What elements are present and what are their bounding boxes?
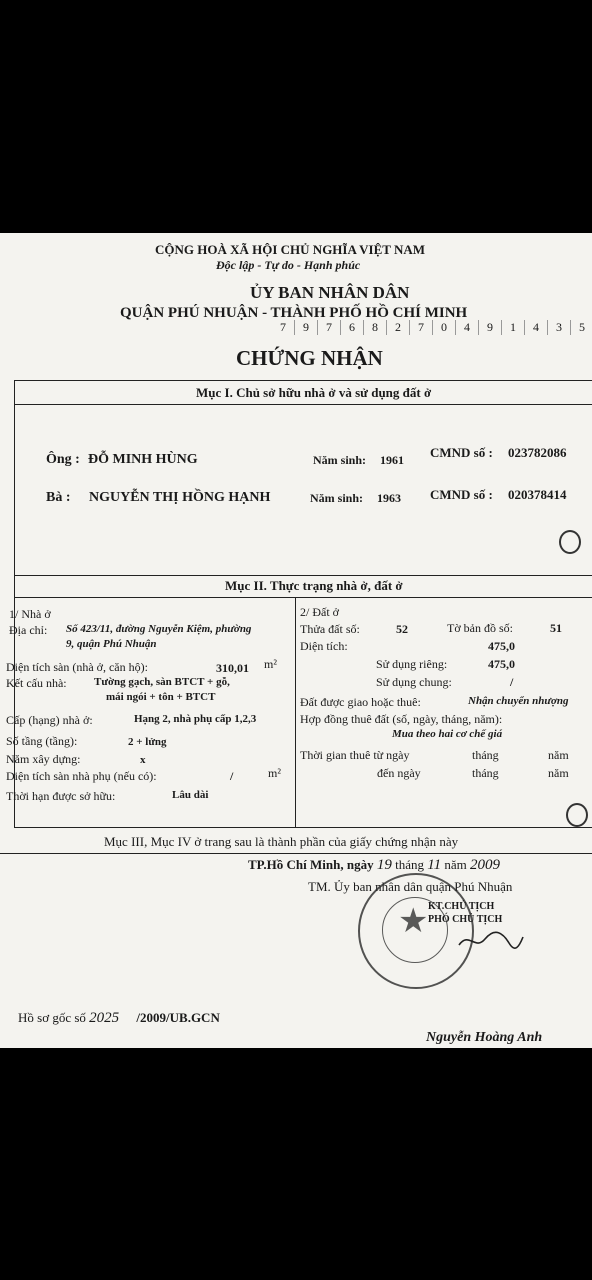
house-address-line2: 9, quận Phú Nhuận xyxy=(66,638,157,650)
signer-name: Nguyễn Hoàng Anh xyxy=(426,1030,543,1045)
vice-chairman-label: PHÓ CHỦ TỊCH xyxy=(428,914,503,925)
owner-1-prefix: Ông : xyxy=(46,452,80,467)
owner-2-name: NGUYỄN THỊ HỒNG HẠNH xyxy=(89,490,271,505)
kt-chairman-label: KT.CHỦ TỊCH xyxy=(428,901,495,912)
stamp-hole-mark xyxy=(559,530,581,554)
year-built-value: x xyxy=(140,754,146,766)
official-seal: ★ xyxy=(358,873,474,989)
lease-from-label: Thời gian thuê từ ngày xyxy=(300,748,410,762)
shared-use-value: / xyxy=(510,675,514,689)
house-address-label: Địa chỉ: xyxy=(9,623,48,637)
map-sheet-value: 51 xyxy=(550,621,562,635)
land-area-label: Diện tích: xyxy=(300,639,348,653)
signing-authority: TM. Ủy ban nhân dân quận Phú Nhuận xyxy=(308,879,513,894)
floors-label: Số tầng (tầng): xyxy=(6,734,78,748)
private-use-value: 475,0 xyxy=(488,657,515,671)
district-heading: QUẬN PHÚ NHUẬN - THÀNH PHỐ HỒ CHÍ MINH xyxy=(120,305,468,321)
column-divider xyxy=(295,597,296,827)
structure-line2: mái ngói + tôn + BTCT xyxy=(106,691,216,703)
structure-label: Kết cấu nhà: xyxy=(6,676,67,690)
floor-area-value: 310,01 xyxy=(216,661,249,675)
ownership-term-label: Thời hạn được sở hữu: xyxy=(6,789,116,803)
house-title: 1/ Nhà ở xyxy=(9,607,51,621)
house-address-line1: Số 423/11, đường Nguyễn Kiệm, phường xyxy=(66,623,252,635)
ownership-term-value: Lâu dài xyxy=(172,789,209,801)
structure-line1: Tường gạch, sàn BTCT + gỗ, xyxy=(94,676,230,688)
lease-contract-label: Hợp đồng thuê đất (số, ngày, tháng, năm): xyxy=(300,712,503,726)
owner-2-prefix: Bà : xyxy=(46,490,71,505)
serial-number: 7 9 7 6 8 2 7 0 4 9 1 4 3 5 xyxy=(272,318,592,336)
owner-1-id-label: CMND số : xyxy=(430,445,493,460)
signature-date: TP.Hồ Chí Minh, ngày 19 tháng 11 năm 2009 xyxy=(248,857,501,873)
allocation-value: Nhận chuyển nhượng xyxy=(468,695,569,707)
owner-1-birth-year: 1961 xyxy=(380,453,404,467)
lease-from-month-label: tháng xyxy=(472,748,499,762)
land-area-value: 475,0 xyxy=(488,639,515,653)
aux-area-value: / xyxy=(230,769,234,783)
floor-area-label: Diện tích sàn (nhà ở, căn hộ): xyxy=(6,660,148,674)
section1-heading: Mục I. Chủ sở hữu nhà ở và sử dụng đất ở xyxy=(196,385,432,400)
committee-heading: ỦY BAN NHÂN DÂN xyxy=(250,283,410,302)
year-built-label: Năm xây dựng: xyxy=(6,752,81,766)
lease-contract-value: Mua theo hai cơ chế giá xyxy=(392,728,503,740)
aux-area-unit: m² xyxy=(268,766,281,780)
plot-label: Thửa đất số: xyxy=(300,622,360,636)
owner-2-birth-label: Năm sinh: xyxy=(310,491,364,505)
republic-heading: CỘNG HOÀ XÃ HỘI CHỦ NGHĨA VIỆT NAM xyxy=(155,242,426,257)
owner-1-birth-label: Năm sinh: xyxy=(313,453,367,467)
file-number: Hồ sơ gốc số 2025 /2009/UB.GCN xyxy=(18,1010,220,1026)
owner-2-id-label: CMND số : xyxy=(430,487,493,502)
allocation-label: Đất được giao hoặc thuê: xyxy=(300,695,421,709)
floors-value: 2 + lửng xyxy=(128,736,167,748)
document-title: CHỨNG NHẬN xyxy=(236,346,383,370)
stamp-hole-mark xyxy=(566,803,588,827)
lease-to-label: đến ngày xyxy=(377,766,421,780)
land-title: 2/ Đất ở xyxy=(300,605,340,619)
lease-to-month-label: tháng xyxy=(472,766,499,780)
divider xyxy=(14,575,592,576)
owner-2-birth-year: 1963 xyxy=(377,491,401,505)
divider xyxy=(14,597,592,598)
handwritten-signature xyxy=(455,929,525,953)
owner-2-id: 020378414 xyxy=(508,487,567,502)
owner-1-id: 023782086 xyxy=(508,445,567,460)
divider xyxy=(0,853,592,854)
plot-value: 52 xyxy=(396,622,408,636)
divider xyxy=(14,404,592,405)
section3-note: Mục III, Mục IV ở trang sau là thành phần của giấy chứng nhận này xyxy=(104,834,459,849)
certificate-document xyxy=(0,233,592,1048)
section2-heading: Mục II. Thực trạng nhà ở, đất ở xyxy=(225,578,403,593)
map-sheet-label: Tờ bản đồ số: xyxy=(447,621,514,635)
private-use-label: Sử dụng riêng: xyxy=(376,657,448,671)
floor-area-unit: m² xyxy=(264,657,277,671)
grade-value: Hạng 2, nhà phụ cấp 1,2,3 xyxy=(134,713,257,725)
lease-from-year-label: năm xyxy=(548,748,569,762)
divider xyxy=(14,827,592,828)
owner-1-name: ĐỖ MINH HÙNG xyxy=(88,452,198,467)
motto: Độc lập - Tự do - Hạnh phúc xyxy=(216,258,361,272)
divider xyxy=(14,380,592,381)
aux-area-label: Diện tích sàn nhà phụ (nếu có): xyxy=(6,769,157,783)
grade-label: Cấp (hạng) nhà ở: xyxy=(6,713,93,727)
lease-to-year-label: năm xyxy=(548,766,569,780)
shared-use-label: Sử dụng chung: xyxy=(376,675,452,689)
